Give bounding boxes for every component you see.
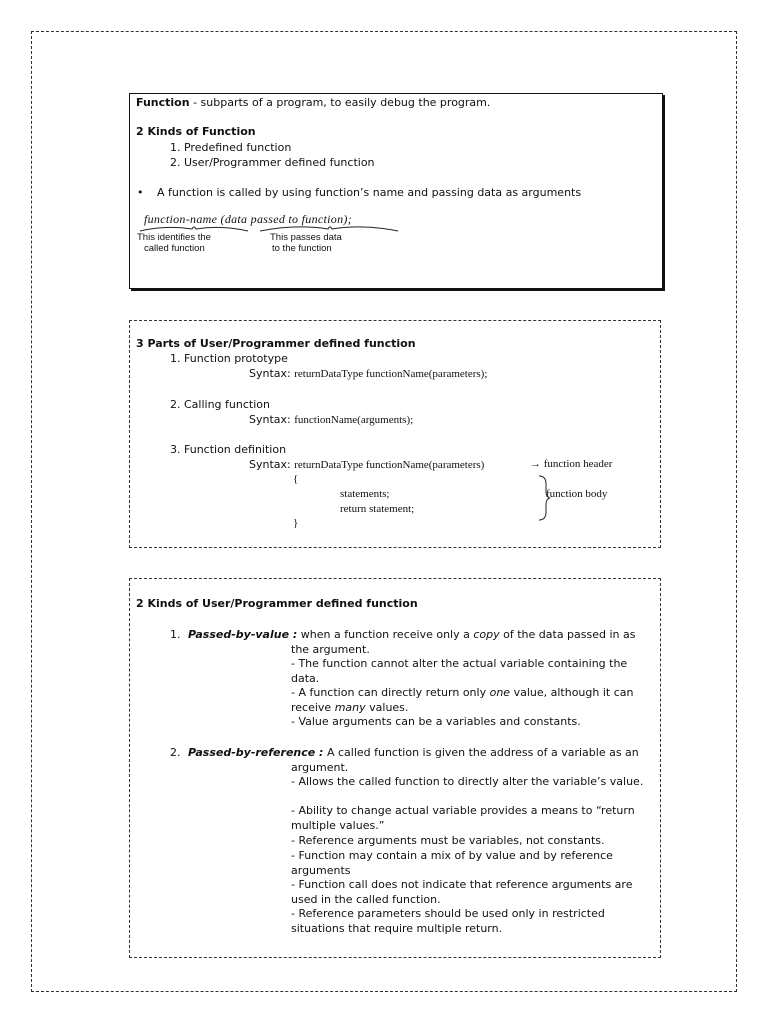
part-label: 2. Calling function (170, 398, 270, 411)
kind1-first-line (188, 628, 636, 641)
note-left-line: called function (144, 243, 205, 254)
kind2-line: - Function call does not indicate that reference arguments are used in the called function. (291, 878, 633, 906)
definition-term: Function (136, 96, 190, 109)
note-right-line: This passes data (270, 232, 342, 243)
kind2-cont: argument. (291, 761, 349, 774)
note-right (270, 232, 342, 254)
syntax-line (249, 413, 413, 426)
kind-item: 2. User/Programmer defined function (170, 156, 375, 169)
kinds-user-heading: 2 Kinds of User/Programmer defined function (136, 597, 418, 610)
kind2-text: A called function is given the address of a variable as an (323, 746, 639, 759)
kind1-line (291, 686, 651, 715)
syntax-code: functionName(arguments); (294, 414, 414, 426)
call-end: ; (347, 212, 352, 226)
parts-heading: 3 Parts of User/Programmer defined function (136, 337, 416, 350)
bullet-text: A function is called by using function’s name and passing data as arguments (157, 186, 582, 199)
call-name: function-name (144, 212, 218, 226)
syntax-label: Syntax: (249, 413, 291, 426)
kind1-text: value, although it can receive (291, 686, 634, 714)
kind1-text: - A function can directly return only (291, 686, 490, 699)
note-left-line: This identifies the (137, 232, 211, 243)
kind1-text: when a function receive only a (297, 628, 474, 641)
header-note: function header (543, 458, 613, 470)
kind1-line: - Value arguments can be a variables and constants. (291, 715, 581, 728)
kind1-cont: the argument. (291, 643, 370, 656)
kinds-heading: 2 Kinds of Function (136, 125, 256, 138)
kind2-line: - Ability to change actual variable provides a means to “return multiple values.” (291, 804, 635, 832)
kind-item: 1. Predefined function (170, 141, 292, 154)
function-definition (136, 96, 490, 109)
syntax-line (249, 458, 484, 471)
kind2-line: - Reference arguments must be variables, not constants. (291, 834, 605, 847)
kind1-text: one (489, 686, 511, 699)
bullet-icon: • (137, 186, 144, 199)
kind1-term: Passed-by-value : (188, 628, 298, 641)
call-args: (data passed to function) (220, 212, 348, 226)
body-note: function body (546, 488, 608, 500)
kind2-line: - Reference parameters should be used only in restricted situations that require multiple return. (291, 907, 605, 935)
syntax-line (249, 367, 487, 380)
open-brace: { (293, 473, 299, 485)
header-annotation (530, 458, 612, 470)
kind1-number: 1. (170, 628, 181, 641)
name-brace (140, 227, 248, 231)
kind1-line: - The function cannot alter the actual variable containing the data. (291, 657, 628, 685)
args-brace (260, 227, 398, 231)
definition-text: - subparts of a program, to easily debug the program. (189, 96, 491, 109)
syntax-label: Syntax: (249, 458, 291, 471)
kind2-line: - Allows the called function to directly alter the variable’s value. (291, 775, 644, 788)
part-label: 3. Function definition (170, 443, 287, 456)
arrow-icon: → (530, 458, 541, 470)
kind1-text: copy (473, 628, 500, 641)
note-right-line: to the function (272, 243, 332, 254)
body-line: return statement; (340, 503, 415, 515)
note-left (137, 232, 211, 254)
part-label: 1. Function prototype (170, 352, 288, 365)
syntax-code: returnDataType functionName(parameters) (294, 459, 485, 471)
close-brace: } (293, 517, 299, 529)
syntax-label: Syntax: (249, 367, 291, 380)
kind2-term: Passed-by-reference : (188, 746, 324, 759)
kind2-number: 2. (170, 746, 181, 759)
syntax-code: returnDataType functionName(parameters); (294, 368, 488, 380)
kind2-first-line (188, 746, 639, 759)
body-line: statements; (340, 488, 390, 500)
kind2-line: - Function may contain a mix of by value and by reference arguments (291, 849, 613, 877)
kind1-text: many (334, 700, 366, 714)
kind1-text: values. (365, 700, 409, 714)
kind1-text: of the data passed in as (499, 628, 636, 641)
